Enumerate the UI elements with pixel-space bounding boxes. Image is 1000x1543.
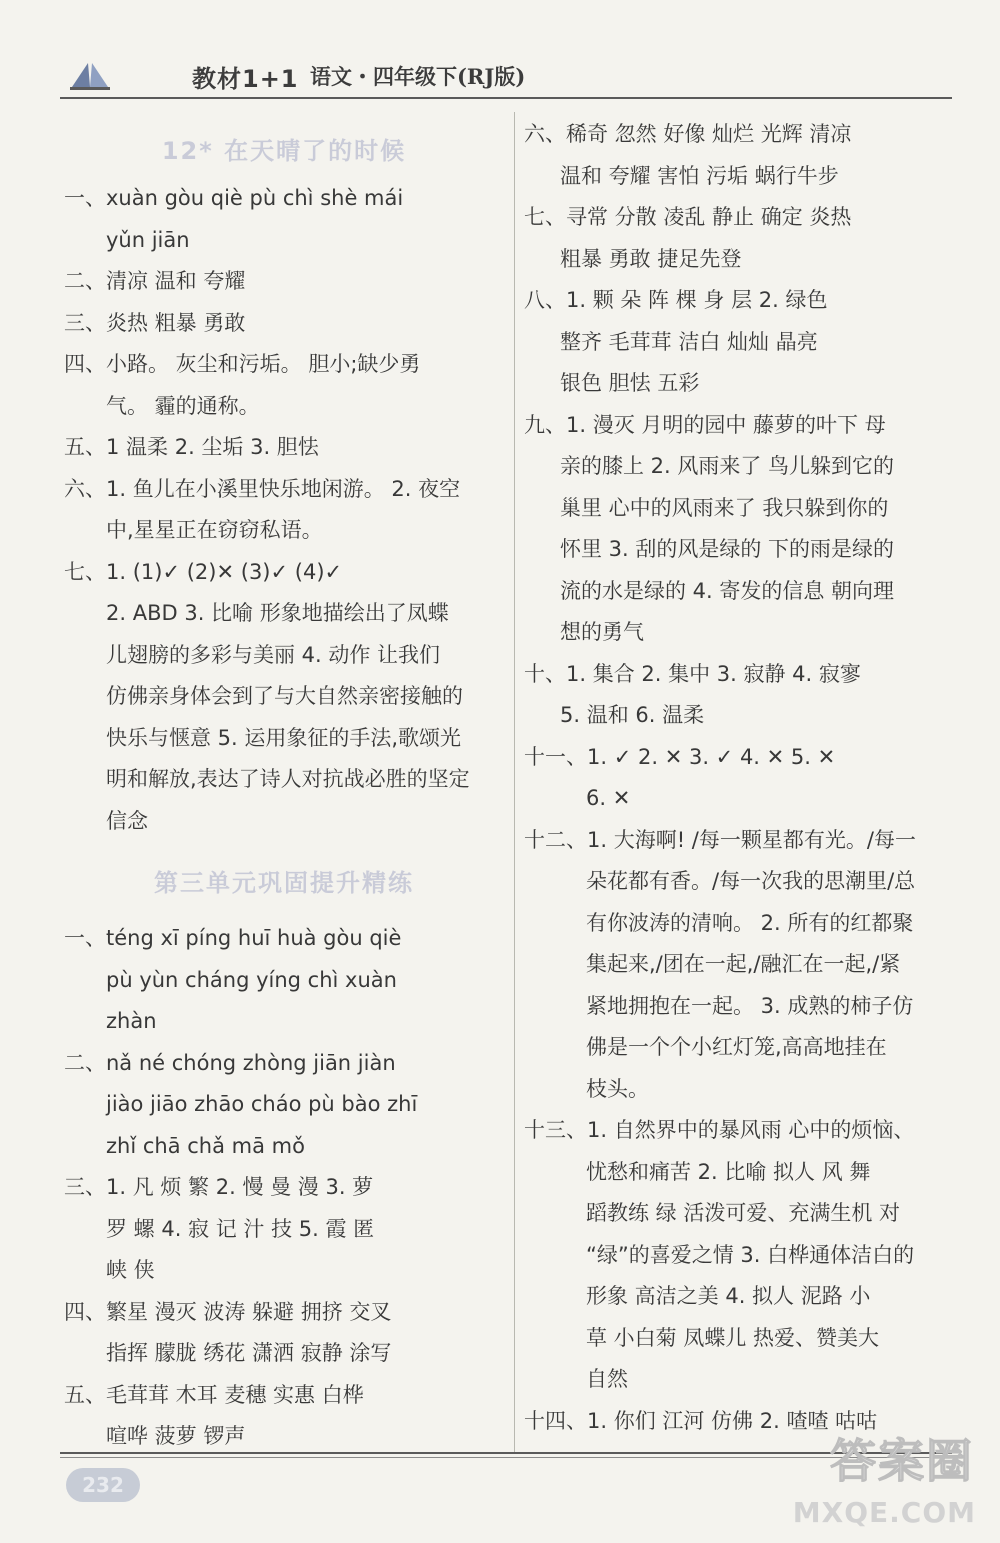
column-divider [514,112,515,1452]
answer-line: 九、1. 漫灭 月明的园中 藤萝的叶下 母 [524,412,886,437]
answer-continuation: 自然 [586,1367,628,1391]
answer-line: 十、1. 集合 2. 集中 3. 寂静 4. 寂寥 [524,661,861,686]
answer-continuation: 形象 高洁之美 4. 拟人 泥路 小 [586,1284,871,1308]
answer-continuation: 流的水是绿的 4. 寄发的信息 朝向理 [560,578,895,603]
answer-continuation: 忧愁和痛苦 2. 比喻 拟人 风 舞 [586,1159,871,1184]
answer-continuation: 指挥 朦胧 绣花 潇洒 寂静 涂写 [106,1341,392,1365]
answer-continuation: 巢里 心中的风雨来了 我只躲到你的 [560,495,889,520]
answer-continuation: yǔn jiān [106,227,190,252]
section-title: 12* 在天晴了的时候 [161,137,407,165]
book-logo-icon [68,57,112,93]
answer-line: 五、毛茸茸 木耳 麦穗 实惠 白桦 [64,1382,364,1407]
answer-line: 七、1. (1)✓ (2)✕ (3)✓ (4)✓ [64,559,343,584]
answer-line: 一、téng xī píng huī huà gòu qiè [64,926,402,950]
answer-continuation: 5. 温和 6. 温柔 [560,703,705,727]
answer-line: 五、1 温柔 2. 尘垢 3. 胆怯 [64,435,319,459]
page-number-badge: 232 [66,1468,140,1502]
answer-line: 二、nǎ né chóng zhòng jiān jiàn [64,1050,396,1075]
answer-continuation: 6. ✕ [586,786,631,810]
header-divider [60,97,952,99]
subject-title: 语文・四年级下(RJ版) [310,64,526,89]
answer-continuation: “绿”的喜爱之情 3. 白桦通体洁白的 [586,1242,915,1267]
answer-line: 八、1. 颗 朵 阵 棵 身 层 2. 绿色 [524,288,828,312]
section-title: 第三单元巩固提升精练 [154,869,414,897]
brand-title: 教材1+1 [192,65,299,93]
answer-continuation: 峡 侠 [106,1258,155,1282]
answer-line: 十一、1. ✓ 2. ✕ 3. ✓ 4. ✕ 5. ✕ [524,744,836,769]
answer-continuation: 亲的膝上 2. 风雨来了 鸟儿躲到它的 [560,454,895,478]
answer-continuation: 银色 胆怯 五彩 [560,371,700,395]
answer-line: 六、稀奇 忽然 好像 灿烂 光辉 清凉 [524,122,852,146]
answer-line: 十四、1. 你们 江河 仿佛 2. 喳喳 咕咕 [524,1408,878,1433]
answer-continuation: 草 小白菊 凤蝶儿 热爱、赞美大 [586,1325,880,1350]
answer-line: 六、1. 鱼儿在小溪里快乐地闲游。 2. 夜空 [64,476,461,501]
answer-line: 十二、1. 大海啊! /每一颗星都有光。/每一 [524,827,916,852]
answer-continuation: 集起来,/团在一起,/融汇在一起,/紧 [586,952,901,976]
watermark-url: MXQE.COM [792,1496,976,1529]
answer-continuation: 温和 夸耀 害怕 污垢 蜗行牛步 [560,163,839,188]
page-header [60,55,952,97]
answer-line: 一、xuàn gòu qiè pù chì shè mái [64,186,404,210]
watermark-logo-text: 答案圈 [830,1434,974,1488]
answer-line: 三、炎热 粗暴 勇敢 [64,310,246,335]
answer-continuation: 2. ABD 3. 比喻 形象地描绘出了凤蝶 [106,601,449,625]
answer-continuation: 有你波涛的清响。 2. 所有的红都聚 [586,910,914,935]
answer-line: 四、繁星 漫灭 波涛 躲避 拥挤 交叉 [64,1299,392,1324]
answer-continuation: 快乐与惬意 5. 运用象征的手法,歌颂光 [106,725,462,750]
answer-continuation: 信念 [106,808,148,833]
answer-continuation: pù yùn cháng yíng chì xuàn [106,967,397,992]
answer-continuation: 儿翅膀的多彩与美丽 4. 动作 让我们 [106,642,441,667]
answer-continuation: 罗 螺 4. 寂 记 汁 技 5. 霞 匿 [106,1216,375,1241]
answer-continuation: 怀里 3. 刮的风是绿的 下的雨是绿的 [560,537,895,561]
answer-continuation: 明和解放,表达了诗人对抗战必胜的坚定 [106,767,470,791]
answer-line: 三、1. 凡 烦 繁 2. 慢 曼 漫 3. 萝 [64,1175,374,1199]
answer-continuation: zhǐ chā chǎ mā mǒ [106,1133,305,1158]
answer-continuation: 仿佛亲身体会到了与大自然亲密接触的 [106,684,463,708]
answer-line: 七、寻常 分散 凌乱 静止 确定 炎热 [524,205,852,229]
answer-continuation: 整齐 毛茸茸 洁白 灿灿 晶亮 [560,329,818,354]
answer-continuation: 佛是一个个小红灯笼,高高地挂在 [586,1035,887,1059]
left-answer-column [64,120,504,1458]
answer-line: 二、清凉 温和 夸耀 [64,269,246,293]
answer-continuation: 气。 霾的通称。 [106,393,260,418]
answer-continuation: 粗暴 勇敢 捷足先登 [560,246,742,271]
answer-continuation: 朵花都有香。/每一次我的思潮里/总 [586,869,916,893]
answer-continuation: 紧地拥抱在一起。 3. 成熟的柿子仿 [586,993,914,1018]
answer-line: 四、小路。 灰尘和污垢。 胆小;缺少勇 [64,352,421,376]
answer-line: 十三、1. 自然界中的暴风雨 心中的烦恼、 [524,1118,915,1142]
answer-continuation: 喧哗 菠萝 锣声 [106,1424,246,1448]
answer-continuation: zhàn [106,1009,157,1033]
answer-continuation: 蹈教练 绿 活泼可爱、充满生机 对 [586,1201,901,1225]
answer-continuation: 枝头。 [586,1076,649,1101]
watermark [792,1423,982,1533]
answer-continuation: jiào jiāo zhāo cháo pù bào zhī [106,1092,418,1116]
answer-continuation: 中,星星正在窃窃私语。 [106,518,323,542]
right-answer-column [524,114,960,1442]
answer-continuation: 想的勇气 [560,620,644,644]
